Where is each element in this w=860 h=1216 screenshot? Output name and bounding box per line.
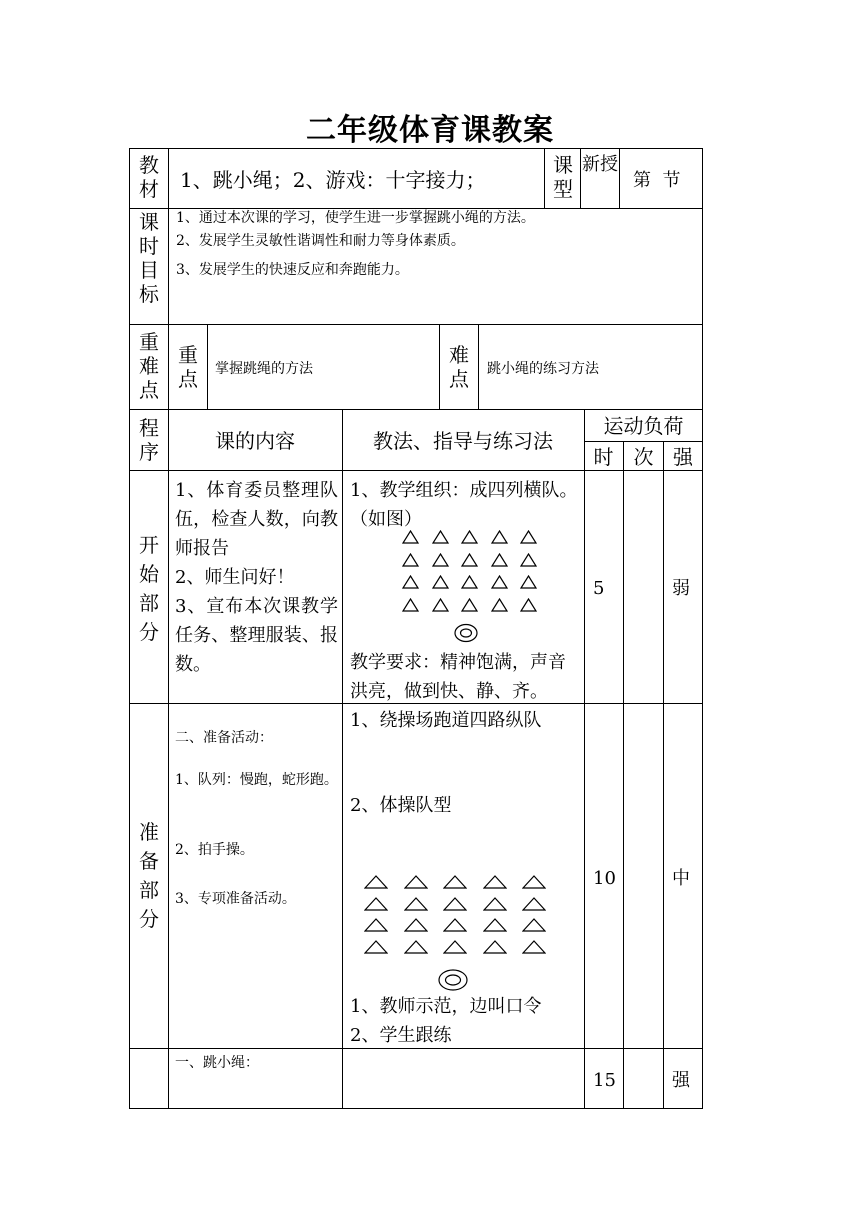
student-triangle-icon [483, 897, 507, 911]
prep-section-label: 准备部分 [139, 820, 159, 931]
student-triangle-icon [520, 530, 537, 544]
page-title: 二年级体育课教案 [306, 113, 554, 148]
header-intensity: 强 [673, 445, 693, 469]
student-triangle-icon [364, 897, 388, 911]
lesson-number: 第 节 [633, 170, 681, 191]
goals-label: 课时目标 [139, 210, 159, 306]
student-triangle-icon [522, 918, 546, 932]
start-time: 5 [593, 578, 605, 599]
student-triangle-icon [404, 875, 428, 889]
lesson-type-value: 新授 [582, 154, 618, 175]
prep-method-4: 2、学生跟练 [350, 1025, 452, 1046]
start-content: 1、体育委员整理队伍，检查人数，向教师报告 2、师生问好！ 3、宣布本次课教学任务、整理服装、报数。 [175, 480, 338, 675]
student-triangle-icon [520, 553, 537, 567]
teacher-double-circle-icon [453, 623, 479, 643]
student-triangle-icon [402, 575, 419, 589]
student-triangle-icon [364, 875, 388, 889]
student-triangle-icon [432, 598, 449, 612]
main-time: 15 [593, 1070, 616, 1091]
student-triangle-icon [364, 918, 388, 932]
prep-content-item-2: 2、拍手操。 [175, 842, 254, 858]
prep-content-item-1: 1、队列：慢跑，蛇形跑。 [175, 772, 338, 788]
goal-item-1: 1、通过本次课的学习，使学生进一步掌握跳小绳的方法。 [176, 210, 535, 226]
start-intensity: 弱 [672, 578, 690, 599]
key-text: 掌握跳绳的方法 [215, 361, 313, 377]
header-load: 运动负荷 [603, 414, 684, 438]
student-triangle-icon [404, 918, 428, 932]
student-triangle-icon [520, 598, 537, 612]
prep-time: 10 [593, 868, 616, 889]
student-triangle-icon [483, 940, 507, 954]
prep-method-2: 2、体操队型 [350, 795, 452, 816]
hard-label: 难点 [449, 343, 469, 391]
keypoints-label: 重难点 [139, 330, 159, 402]
student-triangle-icon [404, 897, 428, 911]
start-method-requirement: 教学要求：精神饱满，声音洪亮，做到快、静、齐。 [350, 652, 566, 702]
student-triangle-icon [443, 918, 467, 932]
prep-intensity: 中 [672, 868, 690, 889]
student-triangle-icon [432, 553, 449, 567]
start-section-label: 开始部分 [139, 533, 159, 644]
student-triangle-icon [522, 897, 546, 911]
student-triangle-icon [483, 875, 507, 889]
goal-item-3: 3、发展学生的快速反应和奔跑能力。 [176, 262, 409, 278]
student-triangle-icon [461, 530, 478, 544]
student-triangle-icon [461, 553, 478, 567]
student-triangle-icon [491, 598, 508, 612]
student-triangle-icon [432, 575, 449, 589]
student-triangle-icon [443, 940, 467, 954]
key-label: 重点 [178, 343, 198, 391]
student-triangle-icon [364, 940, 388, 954]
student-triangle-icon [491, 575, 508, 589]
prep-content-item-3: 3、专项准备活动。 [175, 891, 296, 907]
teacher-double-circle-icon [437, 968, 469, 992]
hard-text: 跳小绳的练习方法 [487, 361, 599, 377]
student-triangle-icon [404, 940, 428, 954]
goal-item-2: 2、发展学生灵敏性谐调性和耐力等身体素质。 [176, 233, 465, 249]
header-procedure: 程序 [139, 416, 159, 464]
student-triangle-icon [483, 918, 507, 932]
prep-content-title: 二、准备活动： [175, 730, 273, 746]
main-content: 一、跳小绳： [175, 1055, 259, 1071]
student-triangle-icon [522, 940, 546, 954]
start-method-intro: 1、教学组织：成四列横队。（如图） [350, 480, 578, 530]
lesson-type-label: 课型 [553, 153, 573, 201]
header-content: 课的内容 [215, 429, 295, 453]
student-triangle-icon [520, 575, 537, 589]
main-intensity: 强 [672, 1070, 690, 1091]
header-time: 时 [593, 445, 614, 469]
student-triangle-icon [522, 875, 546, 889]
student-triangle-icon [443, 897, 467, 911]
student-triangle-icon [461, 575, 478, 589]
student-triangle-icon [461, 598, 478, 612]
prep-method-3: 1、教师示范，边叫口令 [350, 996, 542, 1017]
student-triangle-icon [443, 875, 467, 889]
prep-method-1: 1、绕操场跑道四路纵队 [350, 710, 542, 731]
student-triangle-icon [491, 530, 508, 544]
student-triangle-icon [402, 598, 419, 612]
material-content: 1、跳小绳；2、游戏：十字接力； [180, 168, 486, 192]
student-triangle-icon [402, 553, 419, 567]
student-triangle-icon [491, 553, 508, 567]
student-triangle-icon [402, 530, 419, 544]
student-triangle-icon [432, 530, 449, 544]
header-count: 次 [633, 445, 654, 469]
material-label: 教材 [139, 153, 159, 201]
header-method: 教法、指导与练习法 [373, 429, 553, 453]
